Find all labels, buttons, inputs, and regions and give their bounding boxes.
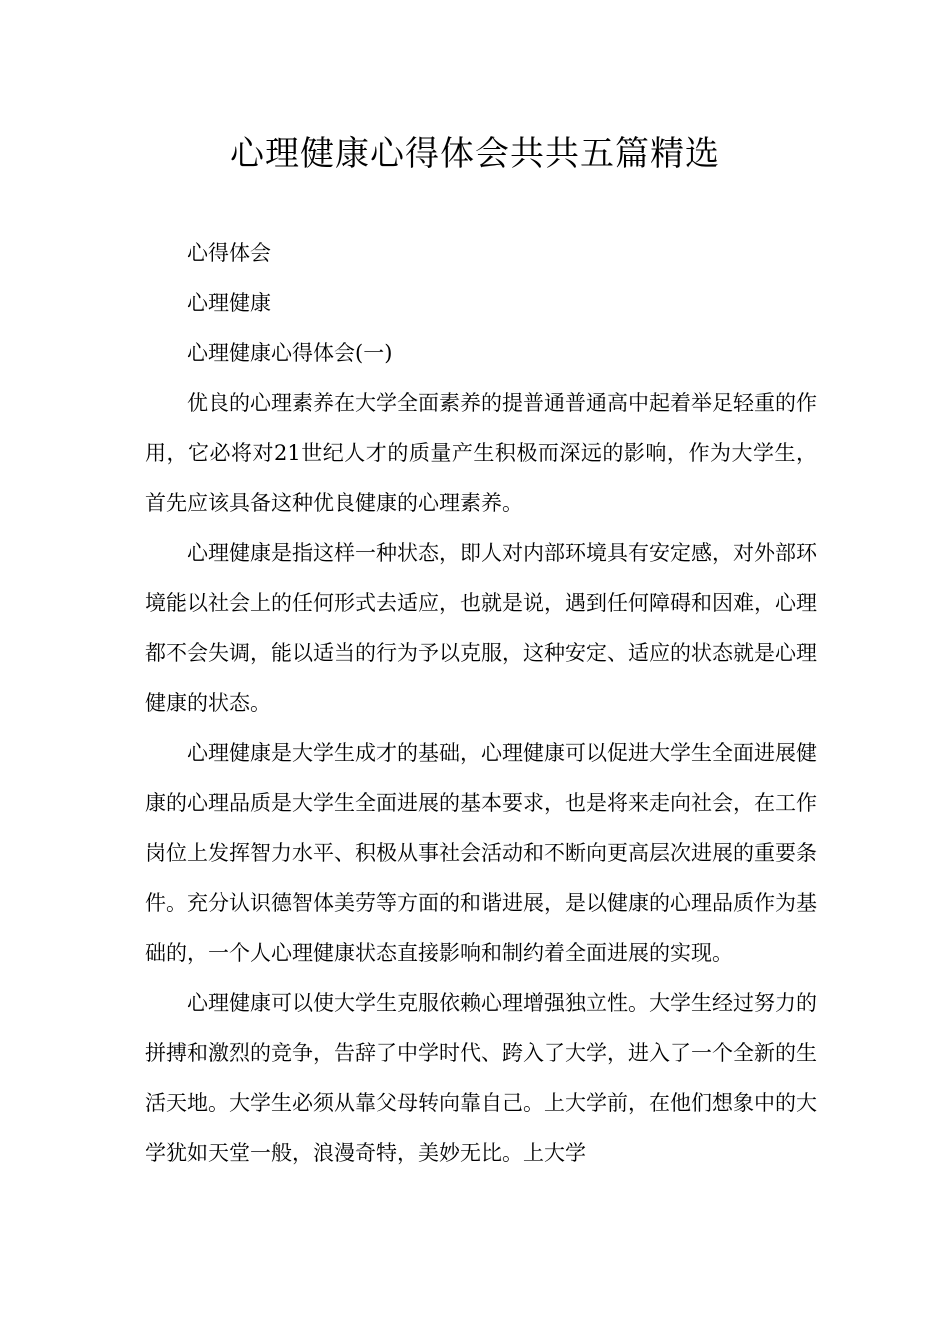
paragraph-heading-1: 心得体会 <box>187 241 271 265</box>
paragraph: 心理健康是大学生成才的基础，心理健康可以促进大学生全面进展健康的心理品质是大学生全面进展的基本要求，也是将来走向社会，在工作岗位上发挥智力水平、积极从事社会活动和不断向更高层次进展的重要条件。充分认识德智体美劳等方面的和谐进展，是以健康的心理品质作为基础的，一个人心理健康状态直接影响和制约着全面进展的实现。 <box>145 741 817 965</box>
paragraph-heading-3: 心理健康心得体会(一) <box>187 341 393 365</box>
document-title: 心理健康心得体会共共五篇精选 <box>230 134 720 174</box>
paragraph: 优良的心理素养在大学全面素养的提普通普通高中起着举足轻重的作用，它必将对21世纪人才的质量产生积极而深远的影响，作为大学生，首先应该具备这种优良健康的心理素养。 <box>145 391 817 515</box>
paragraph: 心理健康可以使大学生克服依赖心理增强独立性。大学生经过努力的拼搏和激烈的竞争，告辞了中学时代、跨入了大学，进入了一个全新的生活天地。大学生必须从靠父母转向靠自己。上大学前，在他们想象中的大学犹如天堂一般，浪漫奇特，美妙无比。上大学 <box>145 991 817 1165</box>
document-body <box>145 228 817 1178</box>
paragraph-heading-2: 心理健康 <box>187 291 271 315</box>
paragraph: 心理健康是指这样一种状态，即人对内部环境具有安定感，对外部环境能以社会上的任何形式去适应，也就是说，遇到任何障碍和因难，心理都不会失调，能以适当的行为予以克服，这种安定、适应的状态就是心理健康的状态。 <box>145 541 817 715</box>
